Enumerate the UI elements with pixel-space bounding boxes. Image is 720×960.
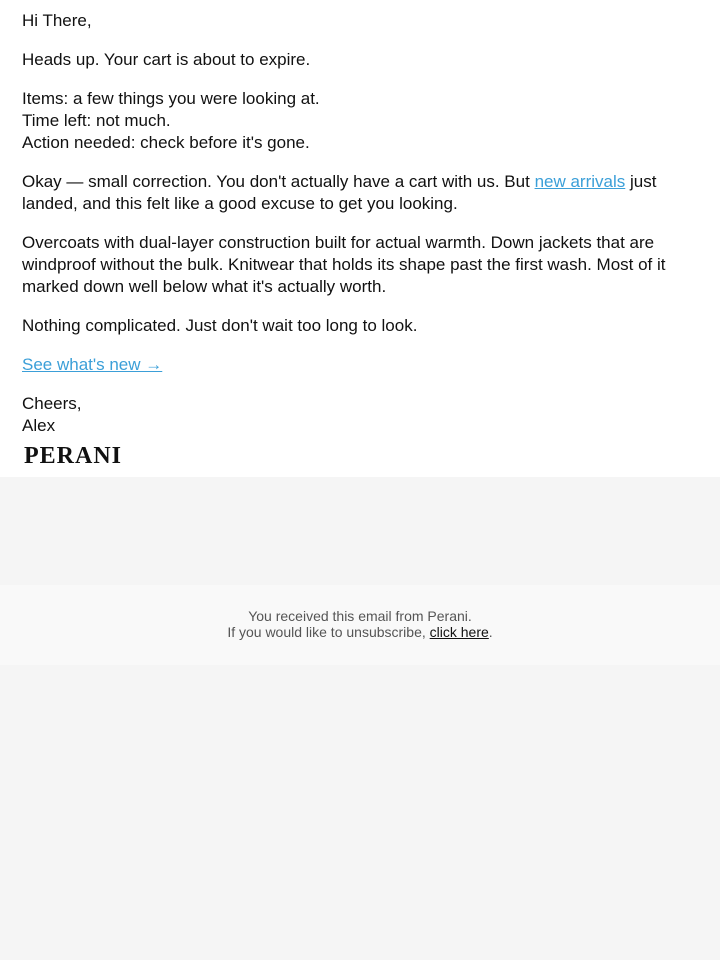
nudge-paragraph: Nothing complicated. Just don't wait too long to look. xyxy=(22,316,418,335)
signoff-block xyxy=(22,393,698,437)
cart-line-action: Action needed: check before it's gone. xyxy=(22,133,310,152)
email-body xyxy=(0,0,720,477)
see-whats-new-link[interactable]: See what's new → xyxy=(22,355,163,374)
signoff: Cheers, xyxy=(22,394,82,413)
correction-text-before: Okay — small correction. You don't actually have a cart with us. But xyxy=(22,172,535,191)
cta-paragraph xyxy=(22,354,698,376)
greeting: Hi There, xyxy=(22,11,92,30)
cart-line-items: Items: a few things you were looking at. xyxy=(22,89,320,108)
cart-line-time: Time left: not much. xyxy=(22,111,171,130)
correction-paragraph xyxy=(22,171,698,215)
intro-text: Heads up. Your cart is about to expire. xyxy=(22,50,311,69)
new-arrivals-link[interactable]: new arrivals xyxy=(534,172,626,191)
footer-line-sender: You received this email from Perani. xyxy=(248,608,472,624)
unsubscribe-text-after: . xyxy=(488,624,493,640)
unsubscribe-text-before: If you would like to unsubscribe, xyxy=(227,624,430,640)
brand-logo: PERANI xyxy=(24,443,123,469)
footer-spacer xyxy=(0,477,720,585)
products-paragraph: Overcoats with dual-layer construction built for actual warmth. Down jackets that are windproof without the bulk. Knitwear that holds its shape past the first wash. Most of it marked down well below what it's actually worth. xyxy=(22,233,666,296)
cart-details xyxy=(22,88,698,154)
footer-line-unsubscribe xyxy=(0,624,720,640)
correction-text-after: just landed, and this felt like a good excuse to get you looking. xyxy=(22,172,657,213)
page-background xyxy=(0,665,720,960)
email-footer xyxy=(0,585,720,665)
unsubscribe-link[interactable]: click here xyxy=(429,624,489,640)
signature: Alex xyxy=(22,416,56,435)
